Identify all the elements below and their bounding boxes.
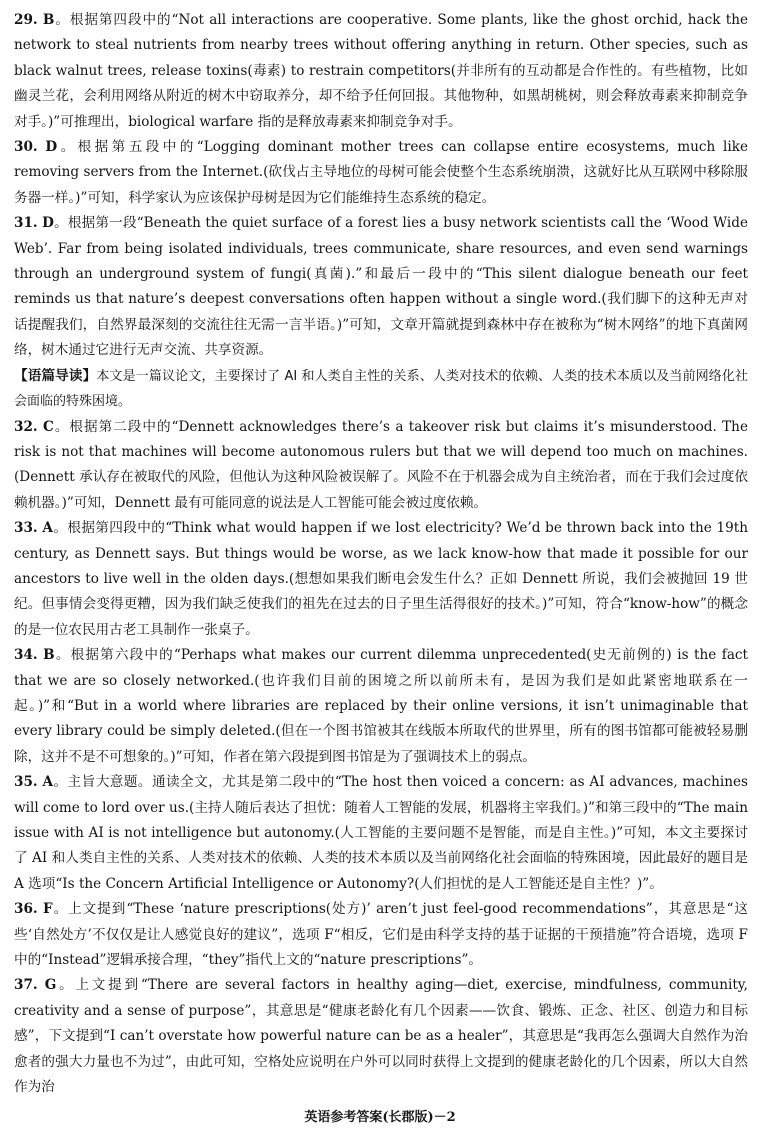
item-explanation: 。主旨大意题。通读全文，尤其是第二段中的“The host then voiced a concern: as AI advances, machines will come to lord over us.(主持人随后表达了担忧：随着人工智能的发展，机器将主宰我们。)”和第三段中的“The main issue with AI is not intelligence but autonomy.(人工智能的主要问题不是智能，而是自主性。)”可知，本文主要探讨了 AI 和人类自主性的关系、人类对技术的依赖、人类的技术本质以及当前网络化社会面临的特殊困境，因此最好的题目是 A 选项“Is the Concern Artificial Intelligence or Autonomy?(人们担忧的是人工智能还是自主性？)”。	[14, 774, 748, 892]
answer-item-33	[14, 516, 748, 643]
item-number: 32.	[14, 418, 38, 435]
item-number: 37.	[14, 977, 38, 994]
item-number: 35.	[14, 774, 38, 791]
answer-item-29	[14, 8, 748, 135]
guide-text: 本文是一篇议论文，主要探讨了 AI 和人类自主性的关系、人类对技术的依赖、人类的技术本质以及当前网络化社会面临的特殊困境。	[14, 368, 748, 410]
item-answer: D	[45, 139, 58, 156]
answer-item-31	[14, 211, 748, 363]
item-number: 33.	[14, 520, 38, 537]
item-answer: D	[42, 215, 54, 232]
item-explanation: 。上文提到“These ‘nature prescriptions(处方)’ aren’t just feel-good recommendations”，其意思是“这些‘自然处方’不仅仅是让人感觉良好的建议”，选项 F“相反，它们是由科学支持的基于证据的干预措施”符合语境，选项 F 中的“Instead”逻辑承接合理，“they”指代上文的“nature prescriptions”。	[14, 901, 748, 969]
answer-item-32	[14, 415, 748, 517]
item-answer: G	[44, 977, 57, 994]
answer-item-35	[14, 770, 748, 897]
answer-item-37	[14, 973, 748, 1100]
passage-guide	[14, 364, 748, 415]
answer-item-36	[14, 897, 748, 973]
item-number: 29.	[14, 12, 38, 28]
item-explanation: 。根据第五段中的“Logging dominant mother trees can collapse entire ecosystems, much like removing servers from the Internet.(砍伐占主导地位的母树可能会使整个生态系统崩溃，这就好比从互联网中移除服务器一样。)”可知，科学家认为应该保护母树是因为它们能维持生态系统的稳定。	[14, 139, 748, 206]
item-answer: C	[42, 418, 54, 435]
guide-tag: 【语篇导读】	[14, 367, 97, 384]
item-number: 31.	[14, 215, 38, 232]
item-number: 34.	[14, 647, 38, 664]
item-number: 30.	[14, 139, 38, 156]
item-number: 36.	[14, 901, 38, 918]
item-explanation: 。根据第四段中的“Not all interactions are cooperative. Some plants, like the ghost orchid, hack the network to steal nutrients from nearby trees without offering anything in return. Other species, such as black walnut trees, release toxins(毒素) to restrain competitors(并非所有的互动都是合作性的。有些植物，比如幽灵兰花，会利用网络从附近的树木中窃取养分，却不给予任何回报。其他物种，如黑胡桃树，则会释放毒素来抑制竞争对手。)”可推理出，biological warfare 指的是释放毒素来抑制竞争对手。	[14, 12, 748, 130]
item-answer: F	[42, 901, 53, 918]
item-explanation: 。根据第二段中的“Dennett acknowledges there’s a takeover risk but claims it’s misunderstood. The risk is not that machines will become autonomous rulers but that we will depend too much on machines.(Dennett 承认存在被取代的风险，但他认为这种风险被误解了。风险不在于机器会成为自主统治者，而在于我们会过度依赖机器。)”可知，Dennett 最有可能同意的说法是人工智能可能会被过度依赖。	[14, 418, 748, 511]
item-explanation: 。根据第一段“Beneath the quiet surface of a forest lies a busy network scientists call the ‘Wood Wide Web’. Far from being isolated individuals, trees communicate, share resources, and even send warnings through an underground system of fungi(真菌).”和最后一段中的“This silent dialogue beneath our feet reminds us that nature’s deepest conversations often happen without a single word.(我们脚下的这种无声对话提醒我们，自然界最深刻的交流往往无需一言半语。)”可知，文章开篇就提到森林中存在被称为“树木网络”的地下真菌网络，树木通过它进行无声交流、共享资源。	[14, 215, 748, 359]
answer-content	[14, 8, 748, 1100]
item-answer: B	[42, 12, 55, 28]
item-answer: A	[42, 774, 54, 791]
item-explanation: 。根据第四段中的“Think what would happen if we lost electricity? We’d be thrown back into the 19th century, as Dennett says. But things would be worse, as we lack know-how that made it possible for our ancestors to live well in the olden days.(想想如果我们断电会发生什么？正如 Dennett 所说，我们会被抛回 19 世纪。但事情会变得更糟，因为我们缺乏使我们的祖先在过去的日子里生活得很好的技术。)”可知，符合“know-how”的概念的是一位农民用古老工具制作一张桌子。	[14, 520, 748, 638]
item-explanation: 。上文提到“There are several factors in healthy aging—diet, exercise, mindfulness, community, creativity and a sense of purpose”，其意思是“健康老龄化有几个因素——饮食、锻炼、正念、社区、创造力和目标感”，下文提到“I can’t overstate how powerful nature can be as a healer”，其意思是“我再怎么强调大自然作为治愈者的强大力量也不为过”，由此可知，空格处应说明在户外可以同时获得上文提到的健康老龄化的几个因素，所以大自然作为治	[14, 977, 748, 1096]
answer-item-30	[14, 135, 748, 211]
answer-item-34	[14, 643, 748, 770]
item-answer: A	[42, 520, 53, 537]
item-explanation: 。根据第六段中的“Perhaps what makes our current dilemma unprecedented(史无前例的) is the fact that we are so closely networked.(也许我们目前的困境之所以前所未有，是因为我们是如此紧密地联系在一起。)”和“But in a world where libraries are replaced by their online versions, it isn’t unimaginable that every library could be simply deleted.(但在一个图书馆被其在线版本所取代的世界里，所有的图书馆都可能被轻易删除，这并不是不可想象的。)”可知，作者在第六段提到图书馆是为了强调技术上的弱点。	[14, 647, 748, 765]
item-answer: B	[43, 647, 55, 664]
page-footer: 英语参考答案(长郡版)－2	[304, 1110, 456, 1125]
